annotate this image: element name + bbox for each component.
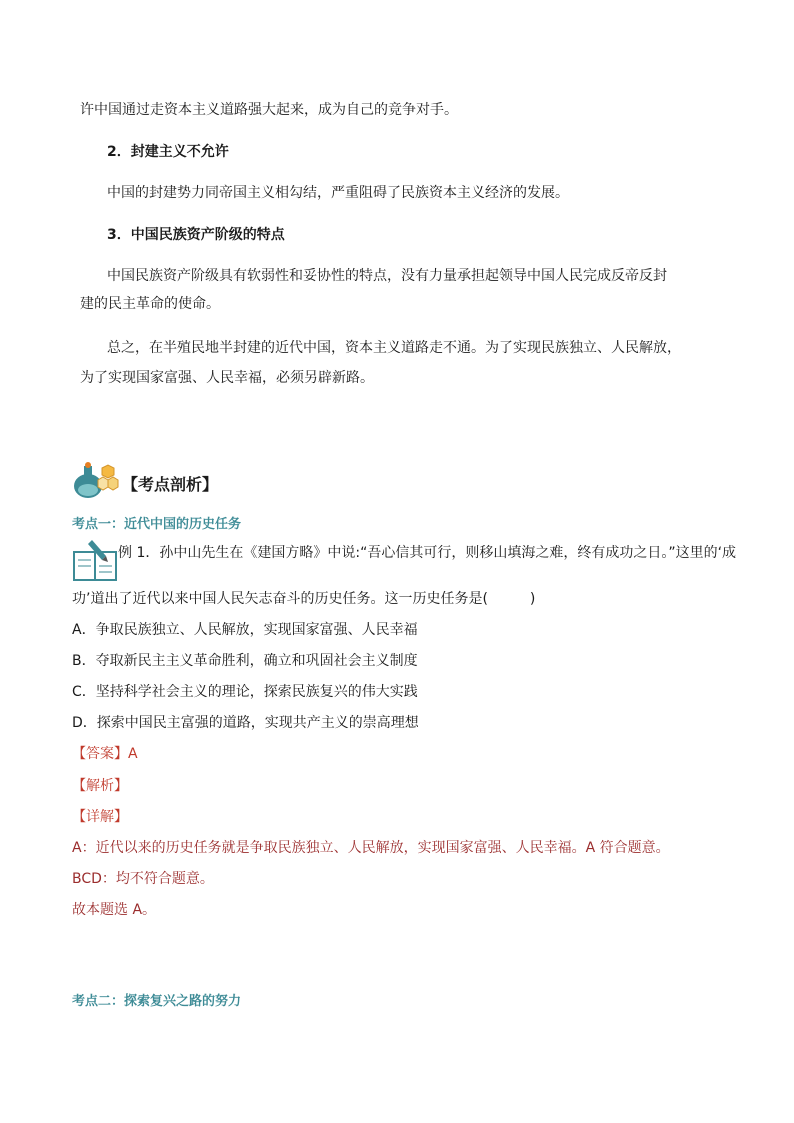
option-d: D．探索中国民主富强的道路，实现共产主义的崇高理想 bbox=[72, 715, 419, 731]
paragraph-3-line-1: 中国民族资产阶级具有软弱性和妥协性的特点，没有力量承担起领导中国人民完成反帝反封 bbox=[107, 268, 667, 284]
paragraph-3-line-2: 建的民主革命的使命。 bbox=[80, 296, 220, 312]
option-b: B．夺取新民主主义革命胜利，确立和巩固社会主义制度 bbox=[72, 653, 418, 669]
paragraph-2: 中国的封建势力同帝国主义相勾结，严重阻碍了民族资本主义经济的发展。 bbox=[107, 185, 569, 201]
answer-line bbox=[72, 744, 138, 764]
detail-line-1: A：近代以来的历史任务就是争取民族独立、人民解放，实现国家富强、人民幸福。A 符合题意。 bbox=[72, 840, 670, 856]
book-pencil-icon bbox=[72, 540, 118, 582]
heading-3: 3．中国民族资产阶级的特点 bbox=[107, 227, 285, 243]
paragraph-4-line-2: 为了实现国家富强、人民幸福，必须另辟新路。 bbox=[80, 370, 374, 386]
detail-line-2: BCD：均不符合题意。 bbox=[72, 871, 214, 887]
conclusion: 故本题选 A。 bbox=[72, 902, 157, 918]
example-1-line-1: 例 1．孙中山先生在《建国方略》中说:“吾心信其可行，则移山填海之难，终有成功之日。”这里的‘成 bbox=[118, 545, 737, 561]
kaodian-1-label: 考点一：近代中国的历史任务 bbox=[72, 517, 242, 532]
section-title: 【考点剖析】 bbox=[122, 475, 219, 494]
analysis-tag: 【解析】 bbox=[72, 778, 128, 794]
option-a: A．争取民族独立、人民解放，实现国家富强、人民幸福 bbox=[72, 622, 418, 638]
chemistry-flask-icon bbox=[72, 460, 120, 500]
heading-2: 2．封建主义不允许 bbox=[107, 144, 229, 160]
detail-tag: 【详解】 bbox=[72, 809, 128, 825]
paragraph-continuation: 许中国通过走资本主义道路强大起来，成为自己的竞争对手。 bbox=[80, 102, 458, 118]
option-c: C．坚持科学社会主义的理论，探索民族复兴的伟大实践 bbox=[72, 684, 418, 700]
answer-tag: 【答案】 bbox=[72, 746, 128, 762]
paragraph-4-line-1: 总之，在半殖民地半封建的近代中国，资本主义道路走不通。为了实现民族独立、人民解放， bbox=[107, 340, 681, 356]
example-1-line-2: 功’道出了近代以来中国人民矢志奋斗的历史任务。这一历史任务是( ) bbox=[72, 591, 536, 607]
kaodian-2-label: 考点二：探索复兴之路的努力 bbox=[72, 994, 242, 1009]
answer-value: A bbox=[128, 746, 138, 762]
